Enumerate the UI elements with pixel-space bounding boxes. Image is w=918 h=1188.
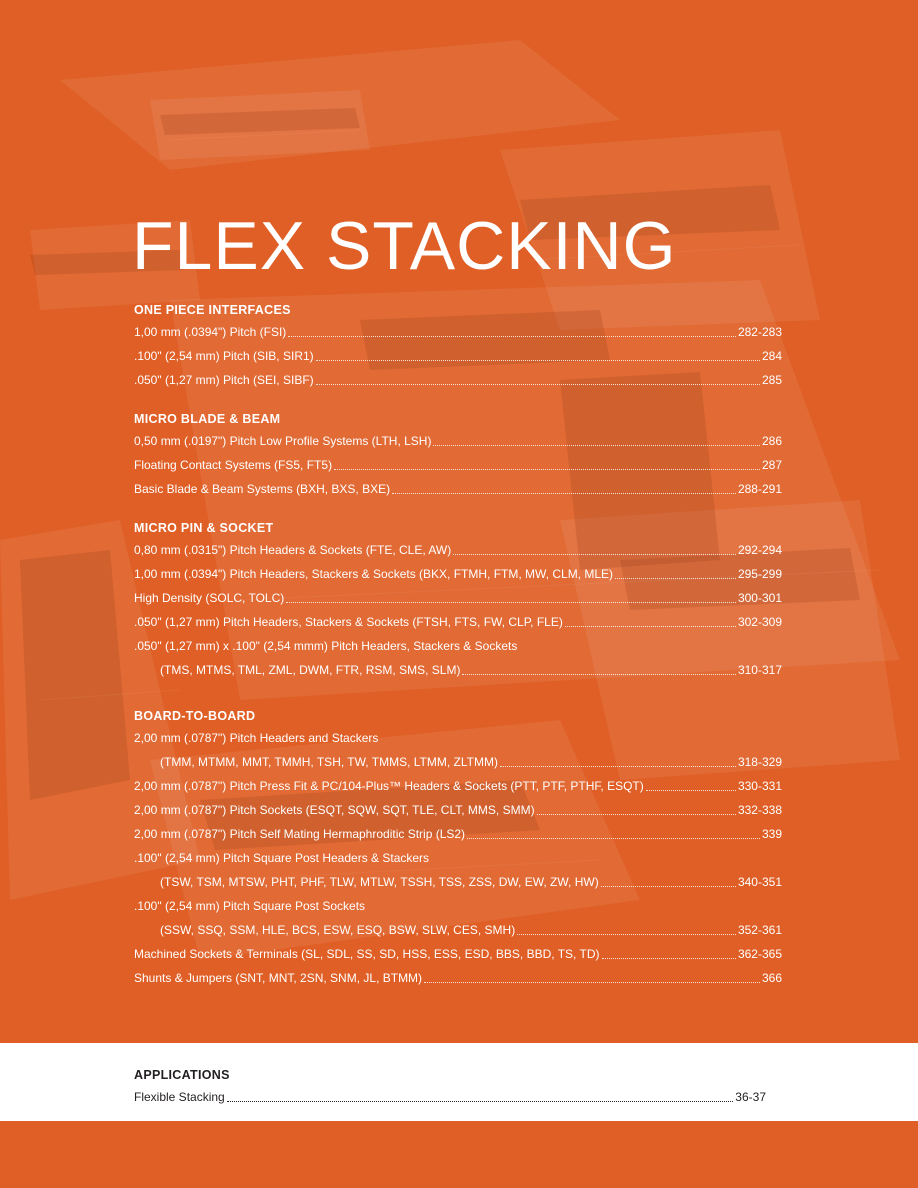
entry-pages: 285 (761, 373, 782, 387)
entry-pages: 310-317 (737, 663, 782, 677)
entry-text: 0,80 mm (.0315") Pitch Headers & Sockets (FTE, CLE, AW) (134, 543, 452, 557)
entry-text: 0,50 mm (.0197") Pitch Low Profile Systems (LTH, LSH) (134, 434, 432, 448)
toc-entry[interactable] (134, 918, 782, 942)
entry-pages: 340-351 (737, 875, 782, 889)
entry-text: (TMM, MTMM, MMT, TMMH, TSH, TW, TMMS, LTMM, ZLTMM) (160, 755, 498, 769)
entry-pages: 366 (761, 971, 782, 985)
dot-leader (467, 838, 760, 839)
entry-text: 2,00 mm (.0787") Pitch Sockets (ESQT, SQW, SQT, TLE, CLT, MMS, SMM) (134, 803, 535, 817)
dot-leader (392, 493, 736, 494)
toc-entry[interactable] (134, 610, 782, 634)
entry-pages: 300-301 (737, 591, 782, 605)
section-heading: MICRO BLADE & BEAM (134, 412, 281, 426)
dot-leader (424, 982, 760, 983)
entry-text: High Density (SOLC, TOLC) (134, 591, 285, 605)
applications-band (0, 1043, 918, 1121)
footer-band (0, 1121, 918, 1188)
dot-leader (288, 336, 736, 337)
entry-text: (TSW, TSM, MTSW, PHT, PHF, TLW, MTLW, TSSH, TSS, ZSS, DW, EW, ZW, HW) (160, 875, 599, 889)
entry-pages: 318-329 (737, 755, 782, 769)
entry-text: Flexible Stacking (134, 1090, 225, 1104)
entry-text: (TMS, MTMS, TML, ZML, DWM, FTR, RSM, SMS, SLM) (160, 663, 461, 677)
toc-entry[interactable] (134, 822, 782, 846)
toc-entry-title-line (134, 894, 782, 918)
section-board-to-board (134, 706, 782, 990)
section-one-piece-interfaces (134, 300, 782, 392)
entry-text: 2,00 mm (.0787") Pitch Press Fit & PC/104-Plus™ Headers & Sockets (PTT, PTF, PTHF, ESQT) (134, 779, 644, 793)
entry-pages: 362-365 (737, 947, 782, 961)
entry-text: .050" (1,27 mm) x .100" (2,54 mmm) Pitch Headers, Stackers & Sockets (134, 639, 518, 653)
toc-entry[interactable] (134, 538, 782, 562)
toc-entry[interactable] (134, 942, 782, 966)
entry-text: Machined Sockets & Terminals (SL, SDL, SS, SD, HSS, ESS, ESD, BBS, BBD, TS, TD) (134, 947, 600, 961)
entry-pages: 287 (761, 458, 782, 472)
dot-leader (316, 360, 760, 361)
dot-leader (462, 674, 736, 675)
toc-entry[interactable] (134, 1085, 766, 1109)
entry-text: 2,00 mm (.0787") Pitch Self Mating Hermaphroditic Strip (LS2) (134, 827, 466, 841)
toc-entry[interactable] (134, 344, 782, 368)
toc-entry[interactable] (134, 586, 782, 610)
entry-text: Basic Blade & Beam Systems (BXH, BXS, BXE) (134, 482, 391, 496)
toc-entry[interactable] (134, 798, 782, 822)
entry-text: .050" (1,27 mm) Pitch (SEI, SIBF) (134, 373, 314, 387)
toc-entry[interactable] (134, 750, 782, 774)
dot-leader (537, 814, 736, 815)
toc-entry[interactable] (134, 477, 782, 501)
toc-entry[interactable] (134, 453, 782, 477)
table-of-contents (134, 300, 782, 990)
dot-leader (517, 934, 736, 935)
toc-entry[interactable] (134, 658, 782, 682)
entry-pages: 288-291 (737, 482, 782, 496)
entry-text: Floating Contact Systems (FS5, FT5) (134, 458, 333, 472)
entry-pages: 282-283 (737, 325, 782, 339)
section-heading: APPLICATIONS (134, 1068, 230, 1082)
toc-entry-title-line (134, 726, 782, 750)
dot-leader (601, 886, 736, 887)
dot-leader (602, 958, 736, 959)
entry-pages: 292-294 (737, 543, 782, 557)
toc-entry-title-line (134, 634, 782, 658)
section-heading: BOARD-TO-BOARD (134, 709, 256, 723)
dot-leader (316, 384, 760, 385)
entry-pages: 332-338 (737, 803, 782, 817)
toc-entry-title-line (134, 846, 782, 870)
entry-text: 1,00 mm (.0394") Pitch (FSI) (134, 325, 287, 339)
entry-text: .050" (1,27 mm) Pitch Headers, Stackers & Sockets (FTSH, FTS, FW, CLP, FLE) (134, 615, 563, 629)
toc-entry[interactable] (134, 774, 782, 798)
dot-leader (227, 1101, 734, 1102)
dot-leader (453, 554, 736, 555)
dot-leader (565, 626, 736, 627)
entry-text: .100" (2,54 mm) Pitch (SIB, SIR1) (134, 349, 314, 363)
entry-text: .100" (2,54 mm) Pitch Square Post Sockets (134, 899, 366, 913)
entry-pages: 286 (761, 434, 782, 448)
section-micro-pin-socket (134, 518, 782, 682)
applications-section (134, 1065, 766, 1109)
page-title: FLEX STACKING (132, 208, 677, 284)
dot-leader (433, 445, 760, 446)
toc-entry[interactable] (134, 368, 782, 392)
entry-text: 1,00 mm (.0394") Pitch Headers, Stackers & Sockets (BKX, FTMH, FTM, MW, CLM, MLE) (134, 567, 614, 581)
entry-pages: 352-361 (737, 923, 782, 937)
entry-text: (SSW, SSQ, SSM, HLE, BCS, ESW, ESQ, BSW, SLW, CES, SMH) (160, 923, 516, 937)
toc-entry[interactable] (134, 320, 782, 344)
dot-leader (646, 790, 736, 791)
entry-pages: 295-299 (737, 567, 782, 581)
entry-text: 2,00 mm (.0787") Pitch Headers and Stackers (134, 731, 379, 745)
section-heading: ONE PIECE INTERFACES (134, 303, 291, 317)
dot-leader (334, 469, 760, 470)
entry-pages: 36-37 (735, 1090, 766, 1104)
entry-pages: 339 (761, 827, 782, 841)
section-micro-blade-beam (134, 409, 782, 501)
entry-pages: 302-309 (737, 615, 782, 629)
toc-entry[interactable] (134, 429, 782, 453)
toc-entry[interactable] (134, 966, 782, 990)
dot-leader (286, 602, 736, 603)
entry-text: .100" (2,54 mm) Pitch Square Post Headers & Stackers (134, 851, 430, 865)
entry-text: Shunts & Jumpers (SNT, MNT, 2SN, SNM, JL, BTMM) (134, 971, 423, 985)
entry-pages: 284 (761, 349, 782, 363)
toc-entry[interactable] (134, 562, 782, 586)
dot-leader (500, 766, 736, 767)
entry-pages: 330-331 (737, 779, 782, 793)
section-heading: MICRO PIN & SOCKET (134, 521, 274, 535)
toc-entry[interactable] (134, 870, 782, 894)
dot-leader (615, 578, 736, 579)
